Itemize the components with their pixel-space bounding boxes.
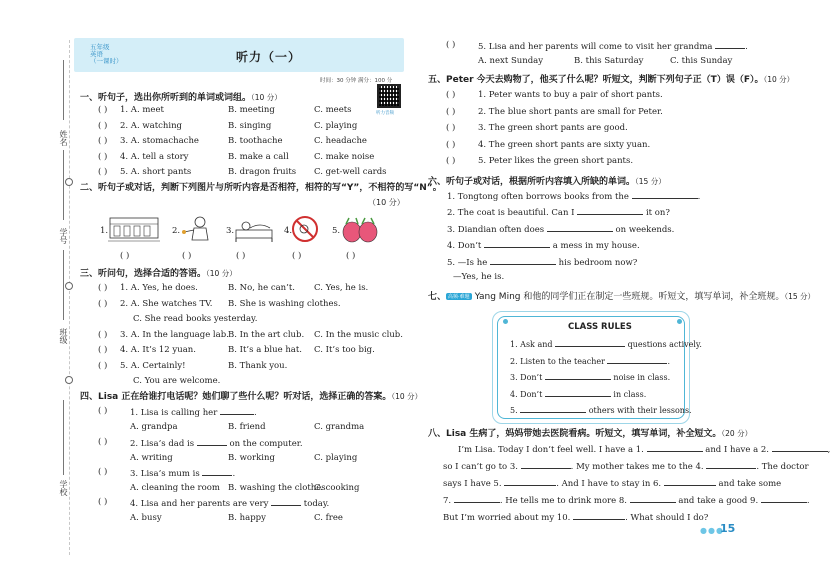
option: B. this Saturday (574, 56, 644, 66)
statement: 5. Peter likes the green short pants. (478, 156, 634, 166)
rule-5 (510, 404, 692, 415)
answer-parenthesis[interactable]: ( ) (292, 251, 302, 261)
margin-school-label: 学校 (59, 480, 68, 496)
passage-text: . What should I do? (625, 513, 709, 523)
section-score: （10 分） (206, 269, 237, 278)
answer-blank[interactable] (761, 494, 807, 503)
s6-item-4 (447, 239, 640, 251)
answer-parenthesis[interactable]: ( ) (98, 345, 108, 355)
option: B. washing the clothes (228, 483, 326, 493)
answer-parenthesis[interactable]: ( ) (98, 329, 108, 340)
option-b: B. meeting (228, 105, 275, 115)
subject-line: 英语 (90, 50, 103, 58)
question-text: 2. Lisa’s dad is (130, 439, 195, 449)
rule-text: 5. (510, 406, 518, 415)
section-title-text: 二、听句子或对话，判断下列图片与所听内容是否相符，相符的写“Y”，不相符的写“N”。 (80, 183, 442, 193)
option: A. writing (130, 453, 173, 463)
rule-text: others with their lessons. (588, 406, 692, 415)
rule-text: 1. Ask and (510, 340, 553, 349)
option-b: B. Thank you. (228, 360, 288, 371)
answer-blank[interactable] (632, 190, 698, 199)
option-a: 3. A. stomachache (120, 136, 199, 146)
passage-text: says I have 5. (443, 479, 502, 489)
answer-parenthesis[interactable]: ( ) (98, 406, 108, 416)
passage-text: . My mother takes me to the 4. (570, 462, 704, 472)
section-1-title (80, 90, 282, 103)
statement: 4. The green short pants are sixty yuan. (478, 139, 651, 150)
answer-blank[interactable] (545, 371, 611, 380)
passage-text: so I can’t go to 3. (443, 462, 518, 472)
page-decoration-dots: ●●● (700, 526, 724, 535)
rule-text: questions actively. (627, 340, 702, 349)
answer-blank[interactable] (490, 256, 556, 265)
answer-parenthesis[interactable]: ( ) (346, 251, 356, 261)
item-text: his bedroom now? (558, 258, 638, 268)
section-7-title (428, 289, 815, 302)
passage-text: . The doctor (756, 462, 809, 472)
item-text: 1. Tongtong often borrows books from the (447, 192, 629, 202)
option-c: C. Yes, he is. (314, 283, 369, 293)
passage-text: . He tells me to drink more 8. (499, 496, 627, 506)
question-text: on the computer. (229, 439, 303, 449)
statement: 2. The blue short pants are small for Peter. (478, 106, 663, 117)
option-a: 2. A. watching (120, 120, 182, 131)
option: C. this Sunday (670, 56, 733, 66)
passage-text: 7. (443, 496, 452, 506)
answer-parenthesis[interactable]: ( ) (120, 251, 130, 261)
child-picture (180, 214, 216, 244)
answer-parenthesis[interactable]: ( ) (236, 251, 246, 261)
grade-line: 五年级 (90, 43, 110, 51)
option: C. cooking (314, 483, 360, 493)
qr-label: 听力音频 (376, 111, 394, 116)
answer-parenthesis[interactable]: ( ) (98, 467, 108, 477)
option-a: 3. A. In the language lab. (120, 329, 229, 340)
picture-number: 1. (100, 226, 109, 236)
answer-blank[interactable] (197, 437, 227, 446)
s6-item-3 (447, 223, 674, 235)
answer-blank[interactable] (647, 443, 703, 452)
qr-code-icon[interactable] (377, 84, 401, 108)
option: A. cleaning the room (130, 483, 220, 493)
answer-blank[interactable] (607, 355, 667, 364)
binding-hole (65, 376, 73, 384)
answer-blank[interactable] (271, 497, 301, 506)
margin-name-label: 姓名 (59, 130, 68, 146)
answer-parenthesis[interactable]: ( ) (98, 360, 108, 371)
answer-parenthesis[interactable]: ( ) (446, 90, 456, 100)
picture-number: 3. (226, 226, 235, 236)
passage-text: and take some (718, 479, 782, 489)
option: A. next Sunday (478, 56, 544, 66)
s6-item-2 (447, 206, 670, 218)
rule-3 (510, 371, 670, 382)
answer-blank[interactable] (555, 338, 625, 347)
option-c: C. It’s too big. (314, 345, 375, 355)
statement: 1. Peter wants to buy a pair of short pants. (478, 90, 663, 100)
option-b: B. toothache (228, 136, 283, 146)
section-title-text: 四、Lisa 正在给谁打电话呢？她们聊了些什么呢？听对话，选择正确的答案。 (80, 392, 392, 402)
passage-line-1 (458, 443, 830, 455)
section-4-title (80, 389, 422, 402)
section-score: （10 分） (763, 75, 795, 84)
sick-in-bed-picture (234, 214, 274, 244)
section-score: （15 分） (635, 177, 666, 186)
page-number: 15 (720, 522, 736, 535)
passage-line-3 (443, 477, 781, 489)
picture-number: 2. (172, 226, 181, 236)
rule-text: 3. Don’t (510, 373, 543, 382)
option-b: B. It’s a blue hat. (228, 345, 302, 355)
answer-parenthesis[interactable]: ( ) (182, 251, 192, 261)
rule-text: . (667, 357, 671, 366)
margin-class-label: 班级 (59, 328, 68, 344)
passage-line-4 (443, 494, 810, 506)
picture-number: 5. (332, 226, 341, 236)
answer-blank[interactable] (521, 460, 571, 469)
answer-parenthesis[interactable]: ( ) (98, 283, 108, 293)
time-info: 时间：30 分钟 满分：100 分 (320, 78, 393, 84)
dragon-fruit-picture (340, 214, 380, 244)
item-text: 5. —Is he (447, 258, 488, 268)
question-text: 5. Lisa and her parents will come to visit her grandma (478, 42, 713, 52)
option-b: B. No, he can’t. (228, 283, 295, 293)
option-b: B. She is washing clothes. (228, 298, 341, 309)
s6-item-1 (447, 190, 700, 202)
item-text: it on? (645, 208, 670, 218)
margin-line (63, 250, 64, 320)
section-2-title (80, 180, 442, 193)
option-c: C. headache (314, 136, 367, 146)
picture-number: 4. (284, 226, 293, 236)
s6-item-5 (447, 256, 637, 268)
rule-2 (510, 355, 670, 366)
hot-topic-badge: 高频·难题 (448, 294, 470, 300)
pin-icon (677, 319, 682, 324)
rule-text: 4. Don’t (510, 390, 543, 399)
answer-parenthesis[interactable]: ( ) (98, 437, 108, 447)
question-text: 3. Lisa’s mum is (130, 469, 200, 479)
option-a: 1. A. Yes, he does. (120, 283, 198, 293)
question-text: 1. Lisa is calling her (130, 408, 218, 418)
edition-line: （一课时） (90, 57, 123, 65)
option: B. happy (228, 513, 266, 523)
section-title-text: 一、听句子，选出你所听到的单词或词组。 (80, 93, 252, 103)
option-a: 5. A. short pants (120, 167, 192, 177)
option: A. grandpa (130, 422, 178, 432)
section-8-title (428, 426, 752, 439)
section-title-text: 六、听句子或对话，根据所听内容填入所缺的单词。 (428, 177, 636, 187)
passage-line-2 (443, 460, 809, 472)
section-title-text: Yang Ming 和他的同学们正在制定一些班规。听短文，填写单词，补全班规。 (474, 292, 785, 302)
s4-question-3: 3. Lisa’s mum is . (130, 469, 236, 479)
passage-line-5 (443, 511, 708, 523)
rule-4 (510, 388, 646, 399)
option-c: C. In the music club. (314, 329, 403, 340)
section-score: （20 分） (721, 429, 753, 438)
rule-text: in class. (613, 390, 647, 399)
option-a: C. She read books yesterday. (133, 314, 258, 324)
answer-blank[interactable] (504, 477, 556, 486)
s4-question-5: 5. Lisa and her parents will come to visit her grandma . (478, 42, 748, 52)
margin-line (63, 60, 64, 120)
answer-blank[interactable] (706, 460, 756, 469)
question-text: today. (303, 499, 330, 509)
section-title-text: 七、 (428, 292, 447, 302)
option-c: C. meets (314, 105, 352, 115)
section-6-title (428, 174, 666, 187)
option-b: B. make a call (228, 151, 289, 162)
answer-blank[interactable] (220, 406, 254, 415)
section-score: （15 分） (784, 292, 816, 301)
grade-tag (90, 44, 123, 65)
section-5-title (428, 72, 794, 85)
answer-parenthesis[interactable]: ( ) (98, 167, 108, 177)
s4-question-2 (130, 437, 303, 449)
answer-parenthesis[interactable]: ( ) (98, 105, 108, 115)
option-a: 5. A. Certainly! (120, 360, 186, 371)
option-b: B. In the art club. (228, 329, 305, 340)
margin-line (63, 150, 64, 220)
rule-1 (510, 338, 702, 349)
passage-text: . (806, 496, 810, 506)
answer-parenthesis[interactable]: ( ) (98, 497, 108, 507)
section-2-score: （10 分） (368, 198, 405, 207)
option: C. free (314, 513, 343, 523)
option-c: C. playing (314, 120, 358, 131)
classroom-picture (108, 214, 160, 244)
option-a: 4. A. It’s 12 yuan. (120, 345, 196, 355)
section-title-text: 三、听问句，选择合适的答语。 (80, 269, 207, 279)
option: C. playing (314, 453, 358, 463)
answer-parenthesis[interactable]: ( ) (446, 40, 456, 50)
binding-hole (65, 178, 73, 186)
option-c: C. make noise (314, 151, 375, 162)
passage-text: and I have a 2. (705, 445, 769, 455)
answer-blank[interactable] (664, 477, 716, 486)
s4-question-1: 1. Lisa is calling her . (130, 408, 257, 418)
answer-blank[interactable] (573, 511, 625, 520)
option: C. grandma (314, 422, 365, 432)
pin-icon (503, 319, 508, 324)
section-score: （10 分） (251, 93, 282, 102)
binding-hole (65, 282, 73, 290)
option-a: 4. A. tell a story (120, 151, 189, 162)
rule-text: noise in class. (613, 373, 671, 382)
section-score: （10 分） (391, 392, 423, 401)
option-a: C. You are welcome. (133, 376, 221, 386)
item-text: 2. The coat is beautiful. Can I (447, 208, 575, 218)
answer-parenthesis[interactable]: ( ) (98, 120, 108, 131)
section-title-text: 八、Lisa 生病了，妈妈带她去医院看病。听短文，填写单词，补全短文。 (428, 429, 722, 439)
answer-blank[interactable] (520, 404, 586, 413)
option: B. working (228, 453, 275, 463)
passage-text: But I’m worried about my 10. (443, 513, 571, 523)
item-text: a mess in my house. (552, 241, 640, 251)
option-c: C. get-well cards (314, 167, 387, 177)
page-title: 听力（一） (236, 50, 302, 64)
s6-item-5-answer: —Yes, he is. (453, 272, 505, 282)
answer-parenthesis[interactable]: ( ) (446, 156, 456, 166)
margin-line (63, 400, 64, 475)
answer-blank[interactable] (772, 443, 828, 452)
answer-blank[interactable] (202, 467, 232, 476)
rules-title: CLASS RULES (568, 322, 632, 332)
answer-parenthesis[interactable]: ( ) (98, 151, 108, 162)
statement: 3. The green short pants are good. (478, 123, 628, 133)
answer-blank[interactable] (454, 494, 500, 503)
option-a: 1. A. meet (120, 105, 164, 115)
answer-parenthesis[interactable]: ( ) (98, 136, 108, 146)
item-text: 3. Diandian often does (447, 225, 545, 235)
option-a: 2. A. She watches TV. (120, 298, 213, 309)
answer-parenthesis[interactable]: ( ) (446, 139, 456, 150)
option-b: B. singing (228, 120, 272, 131)
no-noise-sign-picture (290, 214, 320, 244)
margin-id-label: 学号 (59, 228, 68, 244)
answer-blank[interactable] (630, 494, 676, 503)
option-b: B. dragon fruits (228, 167, 297, 177)
question-text: 4. Lisa and her parents are very (130, 499, 269, 509)
section-title-text: 五、Peter 今天去购物了，他买了什么呢？听短文，判断下列句子正（T）误（F）。 (428, 75, 764, 85)
item-text: on weekends. (615, 225, 675, 235)
section-3-title (80, 266, 237, 279)
answer-parenthesis[interactable]: ( ) (446, 106, 456, 117)
option: A. busy (130, 513, 162, 523)
answer-parenthesis[interactable]: ( ) (98, 298, 108, 309)
answer-blank[interactable] (715, 40, 745, 49)
rule-text: 2. Listen to the teacher (510, 357, 605, 366)
passage-text: . And I have to stay in 6. (556, 479, 662, 489)
s4-question-4 (130, 497, 329, 509)
item-text: 4. Don’t (447, 241, 482, 251)
answer-blank[interactable] (545, 388, 611, 397)
option: B. friend (228, 422, 266, 432)
answer-blank[interactable] (484, 239, 550, 248)
passage-text: I’m Lisa. Today I don’t feel well. I have a 1. (458, 445, 644, 455)
item-text: . (697, 192, 701, 202)
answer-blank[interactable] (577, 206, 643, 215)
answer-parenthesis[interactable]: ( ) (446, 123, 456, 133)
passage-text: and take a good 9. (678, 496, 759, 506)
answer-blank[interactable] (547, 223, 613, 232)
